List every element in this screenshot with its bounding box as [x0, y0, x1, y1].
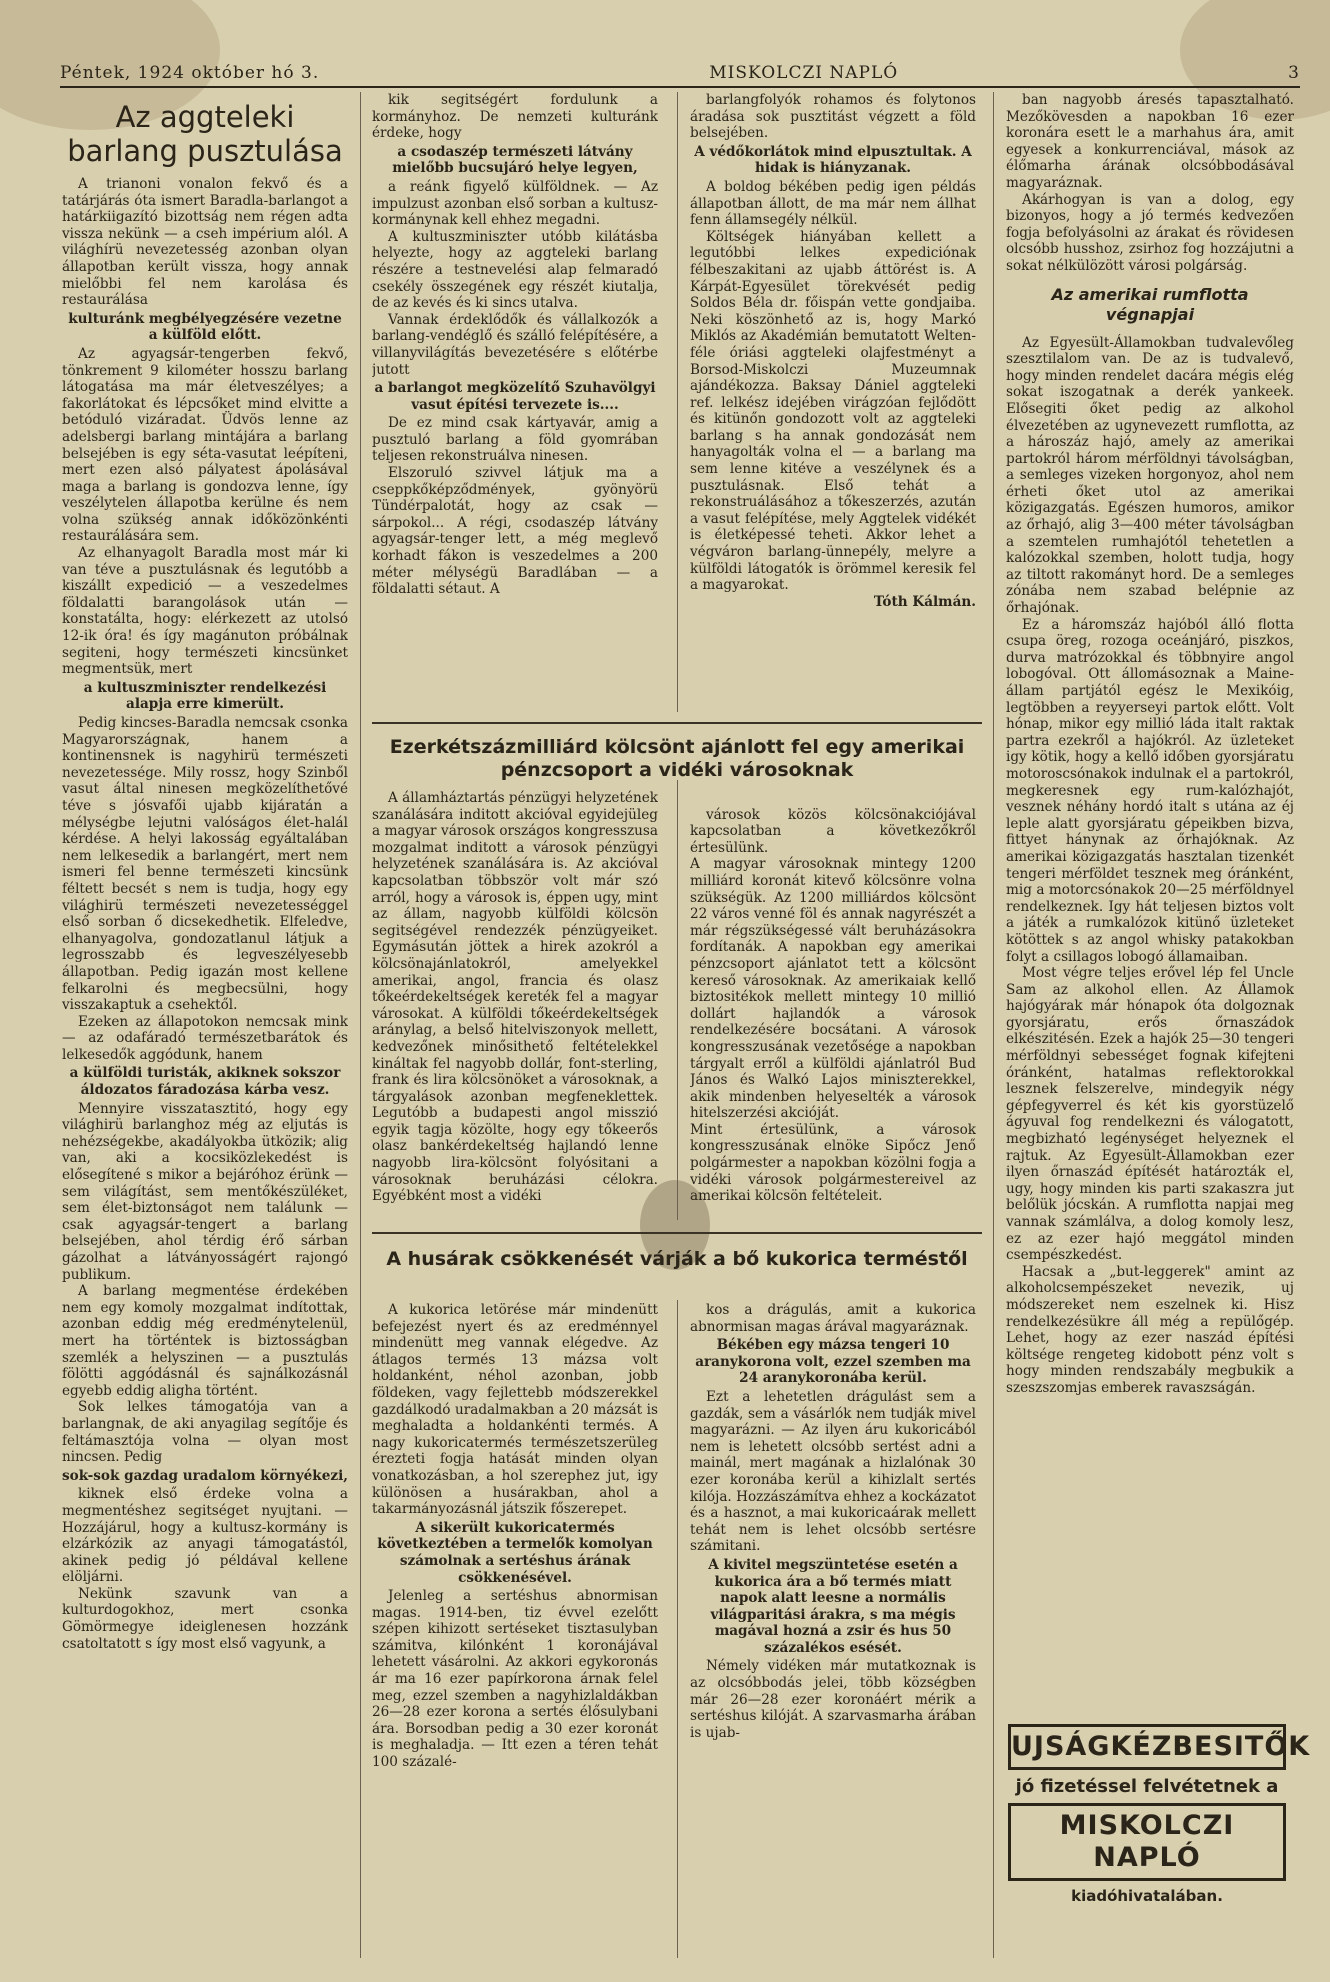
- ad-footer: kiadóhivatalában.: [1071, 1887, 1223, 1905]
- loan-article-col-left: [372, 790, 658, 1222]
- header-date: Péntek, 1924 október hó 3.: [60, 63, 320, 83]
- paragraph: Elszoruló szivvel látjuk ma a cseppkőképződmények, gyönyörü Tündérpalotát, hogy az csak — sárpokol... A régi, csodaszép látvány agyagsár-tenger lett, a még meglevő korhadt fákon is veszedelmes a 200 méter mélységü Baradlában — a földalatti sétaut. A: [372, 465, 658, 598]
- paragraph: kiknek első érdeke volna a megmentéshez segitséget nyujtani. — Hozzájárul, hogy a kultusz-kormány is elzárkózik az anyagi támogatástól, akinek pedig jó példával kellene elöljárni.: [62, 1486, 348, 1586]
- paragraph: A kultuszminiszter utóbb kilátásba helyezte, hogy az aggteleki barlang részére a testnevelési alap felmaradó csekély összegének egy részét kiutalja, de az kevés és ki sincs utalva.: [372, 228, 658, 312]
- paragraph: Nekünk szavunk van a kulturdogokhoz, mert csonka Gömörmegye ideiglenesen hozzánk csatoltatott s így most első vagyunk, a: [62, 1585, 348, 1652]
- paragraph: a reánk figyelő külföldnek. — Az impulzust azonban első sorban a kultusz-kormánynak kell ehhez megadni.: [372, 178, 658, 229]
- subheading: sok-sok gazdag uradalom környékezi,: [62, 1467, 348, 1484]
- paragraph: Költségek hiányában kellett a legutóbbi lelkes expediciónak félbeszakitani az ujabb áttörést is. A Kárpát-Egyesület törekvését pedig Soldos Béla dr. főispán vette gondjaiba. Neki köszönhető az is, hogy Markó Miklós az Akadémián bemutatott Welten-féle óriási aggteleki olajfestményt a Borsod-Miskolczi Muzeumnak ajándékozza. Baksay Dániel aggteleki ref. lelkész idejében virágzóan fejlődött és kitünőn gondozott volt az aggteleki barlang s ha annak gondozását nem hanyagolták volna el — a barlang ma sem lenne kitéve a veszélynek és a pusztulásnak. Első tehát a rekonstruálásához a tőkeszerzés, azután a vasut felépítése, mely Aggtelek vidékét is életképessé teheti. Akkor lehet a végváron barlang-ünnepély, melyre a külföldi látogatók is örömmel keresik fel a magyarokat.: [690, 228, 976, 594]
- subheading: A védőkorlátok mind elpusztultak. A hidak is hiányzanak.: [694, 143, 972, 177]
- paragraph: kik segitségért fordulunk a kormányhoz. De nemzeti kulturánk érdeke, hogy: [372, 92, 658, 142]
- section-rule: [372, 1232, 982, 1234]
- article-barlang-col1: [62, 92, 348, 1972]
- paragraph: ban nagyobb áresés tapasztalható. Mezőkövesden a napokban 16 ezer koronára esett le a marhahus ára, amit egyesek a konkurrenciával, mások az élőmarha árának olcsóbbodásával magyaráznak.: [1006, 92, 1294, 191]
- subheading: a barlangot megközelítő Szuhavölgyi vasut építési tervezete is....: [374, 380, 656, 413]
- section-rule: [372, 722, 982, 724]
- article-title: Az aggteleki barlang pusztulása: [67, 100, 343, 168]
- paragraph: Most végre teljes erővel lép fel Uncle Sam az alkohol ellen. Az Államok hajógyárak már hónapok óta dolgoznak gyorsjáratu, erős őrnaszádok elkészitésén. Ezek a hajók 25—30 tengeri mérföldnyi sebességet fognak kifejteni óránként, hatalmas reflektorokkal lesznek felszerelve, mindegyik négy gépfegyverrel és két kis gyorstüzelő ágyuval fog rendelkezni és válogatott, megbizható legénységet helyeznek el rajtuk. Az Egyesült-Államokban ezer ilyen őrnaszád építését határozták el, ugy, hogy minden kis parti szakaszra jut belőlük jócskán. A rumflotta napjai meg vannak számlálva, a dolog komoly lesz, ez az ezer hajó meggátol minden csempészkedést.: [1006, 965, 1294, 1264]
- paragraph: A trianoni vonalon fekvő és a tatárjárás óta ismert Baradla-barlangot a határkiigazító bizottság nem régen adta vissza nekünk — a cseh impérium alól. A világhírü nevezetesség azonban olyan állapotban került vissza, hogy annak mielőbbi fel nem karolása és restaurálása: [62, 176, 348, 309]
- paragraph: kos a drágulás, amit a kukorica abnormisan magas árával magyaráznak.: [690, 1302, 976, 1335]
- paragraph: barlangfolyók rohamos és folytonos áradása sok pusztitást végzett a föld belsejében.: [690, 92, 976, 142]
- paragraph: Pedig kincses-Baradla nemcsak csonka Magyarországnak, hanem a kontinensnek is nagyhirü természeti nevezetessége. Mily rossz, hogy Szinből vasut által ninesen megközelíthetővé téve s jósvafői ujabb kijáratán a mélységbe lejutni valóságos élet-halál kérdése. A helyi lakosság egyáltalában nem lelkesedik a barlangért, mert nem ismeri fel benne természeti kincsünk féltett becsét s nem is tudja, hogy egy világhirü természeti nevezetességgel első sorban ő dicsekedhetik. Elfeledve, elhanyagolva, gondozatlanul látjuk a legrosszabb és legveszélyesebb állapotban. Pedig igazán most kellene felkarolni és megbecsülni, hogy visszakaptuk a csehektől.: [62, 715, 348, 1014]
- header-page-number: 3: [1288, 63, 1300, 83]
- column-divider: [993, 92, 994, 1958]
- subheading: kulturánk megbélyegzésére vezetne a külföld előtt.: [68, 310, 342, 344]
- paragraph: Hacsak a „but-leggerek" amint az alkoholcsempészeket nevezik, uj módszereket nem eszelnek ki. Hisz rendelkezésükre áll még a repülőgép. Lehet, hogy az ezer naszád építési költsége rengeteg kidobott pénz volt s hogy minden rendszabály megbukik a szeszszomjas emberek ravaszságán.: [1006, 1263, 1294, 1396]
- column-divider: [677, 1300, 678, 1958]
- paragraph: Sok lelkes támogatója van a barlangnak, de aki anyagilag segítője és feltámasztója volna — olyan most nincsen. Pedig: [62, 1399, 348, 1466]
- ad-text: jó fizetéssel felvétetnek a: [1015, 1776, 1279, 1797]
- column-divider: [360, 92, 361, 1958]
- paragraph: Ezt a lehetetlen drágulást sem a gazdák, sem a vásárlók nem tudják mivel magyarázni. — Az ilyen áru kukoricából nem is lehetett olcsóbb sertést adni a mainál, mert magának a hizlalónak 30 ezer koronába kerül a kihizlalt sertés kilója. Hozzászámítva ehhez a kockázatot és a hasznot, a mai kukoricaárak mellett tehát nem is lehet olcsóbb sertésre számitani.: [690, 1388, 976, 1555]
- paragraph: Az Egyesült-Államokban tudvalevőleg szesztilalom van. De az is tudvalevő, hogy minden rendelet dacára mégis elég sokat iszogatnak a derék yankeek. Elősegiti őket pedig az alkohol élvezetében az ugynevezett rumflotta, az a hároszáz hajó, amely az amerikai partokról három mérföldnyi távolságban, a semleges vizeken horgonyoz, ahol nem érheti őket utol az amerikai közigazgatás. Egészen humoros, amikor az őrhajó, alig 3—400 méter távolságban a szemtelen rumhajótól tehetetlen a kalózokkal szemben, holott tudja, hogy az tiltott rakományt hord. De a semleges zónába nem szabad belépnie az őrhajónak.: [1006, 334, 1294, 617]
- paragraph: A államháztartás pénzügyi helyzetének szanálására inditott akcióval egyidejüleg a magyar városok országos kongresszusa mozgalmat inditott a városok pénzügyi helyzetének szanálására is. Az akcióval kapcsolatban többször volt már szó arról, hogy a városok is, éppen ugy, mint az állam, nagyobb külföldi kölcsön segitségével rendezzék pénzügyeiket. Egymásután jöttek a hirek azokról a kölcsönajánlatokról, amelyekkel amerikai, angol, francia és olasz tőkeérdekeltségek kereték fel a magyar városokat. A külföldi tőkeérdekeltségek aránylag, a belső hitelviszonyok mellett, kedvezőnek minősithető feltételekkel kináltak fel nagyobb dollár, font-sterling, frank és lira kölcsönöket a városoknak, a tárgyalások azonban megfeneklettek. Legutóbb a budapesti angol misszió egyik tagja közölte, hogy egy tőkeerős olasz bankérdekeltség hajlandó lenne nagyobb lira-kölcsönt folyósitani a városoknak beruházási célokra. Egyébként most a vidéki: [372, 790, 658, 1205]
- paragraph: A barlang megmentése érdekében nem egy komoly mozgalmat indítottak, azonban eddig még eredménytelenül, mert ha történtek is biztosságban szemlék a helyszinen — a pusztulás fölötti aggódásnál és sajnálkozásnál egyebb eddig aligha történt.: [62, 1283, 348, 1399]
- ad-newspaper-name: MISKOLCZI NAPLÓ: [1008, 1803, 1286, 1881]
- corn-article-title: A husárak csökkenését várják a bő kukorica terméstől: [386, 1248, 968, 1270]
- paragraph: Az agyagsár-tengerben fekvő, tönkrement 9 kilométer hosszu barlang látogatása ma már életveszélyes; a fakorlátokat és lépcsőket mind elvitte a betóduló vizáradat. Üdvös lenne az adelsbergi barlang mintájára a barlang belsejében is egy séta-vasutat leépíteni, mert ezen alsó pályatest ápolásával maga a barlang is gondozva lenne, így veszélytelen állapotba kerülne és nem volna szükség annak időközönkénti restaurálására sem.: [62, 345, 348, 545]
- paragraph: De ez mind csak kártyavár, amig a pusztuló barlang a föld gyomrában teljesen rekonstruálva ninesen.: [372, 415, 658, 465]
- loan-article-title: Ezerkétszázmilliárd kölcsönt ajánlott fel egy amerikai pénzcsoport a vidéki városoknak: [389, 736, 965, 781]
- subheading: Békében egy mázsa tengeri 10 aranykorona volt, ezzel szemben ma 24 aranykoronába kerül.: [695, 1337, 971, 1387]
- classified-ad: [1000, 1718, 1311, 1968]
- paragraph: Ez a háromszáz hajóból álló flotta csupa öreg, rozoga oceánjáró, piszkos, durva matrózokkal és többnyire angol lobogóval. Ott állomásoznak a Maine-állam partjától egész le Mexikóig, legtöbben a reyyerseyi partok előtt. Volt hónap, mikor egy millió láda italt raktak partra ezekről a hajókról. Az üzleteket igy kötik, hogy a kellő időben gyorsjáratu motoroscsónakok indulnak el a partokról, megkeresnek egy rum-kalózhajót, vesznek néhány hordó italt s utána az éj leple alatt gyorsjáratu gépeikben bizva, fittyet hánynak az őrhajóknak. Az amerikai közigazgatás hasztalan tizenkét tengeri mérföldet tesznek meg óránként, mig a motorcsónakok 20—25 mérföldnyel rendelkeznek. Igy hát teljesen biztos volt a játék a rumkalózok kitünő üzleteket kötöttek s az angol whisky patakokban folyt a csillagos lobogó államaiban.: [1006, 616, 1294, 965]
- corn-article-col-right: [690, 1302, 976, 1958]
- paragraph: Jelenleg a sertéshus abnormisan magas. 1914-ben, tiz évvel ezelőtt szépen kihizott sertéseket tisztasulyban számitva, kilónként 1 koronájával lehetett vásárolni. Az akkori egykoronás ár ma 16 ezer papírkorona árnak felel meg, ezzel szemben a nagyhizlaldákban 26—28 ezer korona a sertés élősulybani ára. Borsodban pedig a 30 ezer koronát is meghaladja. — Itt ezen a téren tehát 100 százalé-: [372, 1588, 658, 1771]
- paragraph: Némely vidéken már mutatkoznak is az olcsóbbodás jelei, több községben már 26—28 ezer koronáért mérik a sertéshus kilóját. A szarvasmarha árában is ujab-: [690, 1658, 976, 1741]
- author-signature: Tóth Kálmán.: [873, 593, 976, 610]
- subheading: A sikerült kukoricatermés következtében a termelők komolyan számolnak a sertéshus árának csökkenésével.: [377, 1519, 653, 1586]
- paragraph: Akárhogyan is van a dolog, egy bizonyos, hogy a jó termés kedvezően fogja befolyásolni az árakat és rövidesen olcsóbb husshoz, zsirhoz fog hozzájutni a sokat nélkülözött városi polgárság.: [1006, 191, 1294, 274]
- paragraph: A kukorica letörése már mindenütt befejezést nyert és az eredménnyel mindenütt meg vannak elégedve. Az átlagos termés 13 mázsa volt holdanként, néhol azonban, jobb földeken, vagy fejlettebb módszerekkel gazdálkodó uradalmakban a 20 mázsát is meghaladta a holdankénti termés. A nagy kukoricatermés természetszerüleg érezteti fogja hatását minden olyan vonatkozásban, a hol szerephez jut, igy különösen a husárakban, ahol a takarmányozásnál játszik főszerepet.: [372, 1302, 658, 1518]
- article-barlang-col3: [690, 92, 976, 718]
- article-rumflotta-col: [1006, 92, 1294, 1708]
- paragraph: Ezeken az állapotokon nemcsak mink — az odafáradó természetbarátok és lelkesedők aggódunk, hanem: [62, 1013, 348, 1063]
- column-divider: [677, 780, 678, 1220]
- corn-article-col-left: [372, 1302, 658, 1958]
- paragraph: Vannak érdeklődők és vállalkozók a barlang-vendéglő és szálló felépítésére, a villanyvilágítás bevezetésére s előtérbe jutott: [372, 311, 658, 378]
- loan-article-col-right: [690, 790, 976, 1222]
- rumflotta-title: Az amerikai rumflotta végnapjai: [1051, 284, 1249, 324]
- subheading: a csodaszép természeti látvány mielőbb bucsujáró helye legyen,: [392, 143, 638, 177]
- page-header: [60, 58, 1300, 88]
- paragraph: Mennyire visszatasztitó, hogy egy világhirü barlanghoz még az eljutás is nehézségekbe, akadályokba ütközik; alig van, aki a kocsiközlekedést is elősegítené s mikor a bejáróhoz érünk — sem világítást, sem mentőkészüléket, sem élet-biztonságot nem találunk — csak agyagsár-tengert a barlang belsejében, ahol térdig érő sárban gázolhat a látványosságért rajongó publikum.: [62, 1100, 348, 1283]
- subheading: a kultuszminiszter rendelkezési alapja erre kimerült.: [83, 679, 327, 713]
- subheading: a külföldi turisták, akiknek sokszor áldozatos fáradozása kárba vesz.: [69, 1065, 341, 1099]
- paragraph: Az elhanyagolt Baradla most már ki van téve a pusztulásnak és legutóbb a kiszállt expedició — a veszedelmes földalatti barangolások után — konstatálta, hogy: elérkezett az utolsó 12-ik óra! és így magánuton próbálnak segiteni, hogy természeti kincsünket megmentsük, mert: [62, 545, 348, 678]
- column-divider: [677, 92, 678, 712]
- ad-headline: UJSÁGKÉZBESITŐK: [1008, 1724, 1286, 1770]
- header-masthead: MISKOLCZI NAPLÓ: [709, 63, 899, 83]
- paragraph: városok közös kölcsönakciójával kapcsolatban a következőkről értesülünk. A magyar városoknak mintegy 1200 milliárd koronát kitevő kölcsönre volna szükségük. Az 1200 milliárdos kölcsönt 22 város venné föl és annak nagyrészét a már régszükségessé vált beruházásokra fordítanák. A napokban egy amerikai pénzcsoport ajánlatot tett a kölcsönt kereső városoknak. Az amerikaiak kellő biztositékok mellett mintegy 10 millió dollárt hajlandók a városok rendelkezésére bocsátani. A városok kongresszusának vezetősége a napokban tárgyalt erről a külföldi ajánlatról Bud János és Walkó Lajos miniszterekkel, akik mindenben helyeselték a városok hitelszerzési akcióját. Mint értesülünk, a városok kongresszusának elnöke Sipőcz Jenő polgármester a napokban közölni fogja a vidéki városok polgármestereivel az amerikai kölcsön feltételeit.: [690, 806, 976, 1205]
- paragraph: A boldog békében pedig igen példás állapotban állott, de ma már nem állhat fenn államsegély nélkül.: [690, 178, 976, 229]
- article-barlang-col2: [372, 92, 658, 718]
- subheading: A kivitel megszüntetése esetén a kukorica ára a bő termés miatt napok alatt leesne a normális világparitási árakra, s ma mégis magával hozná a zsir és hus 50 százalékos esését.: [708, 1556, 958, 1656]
